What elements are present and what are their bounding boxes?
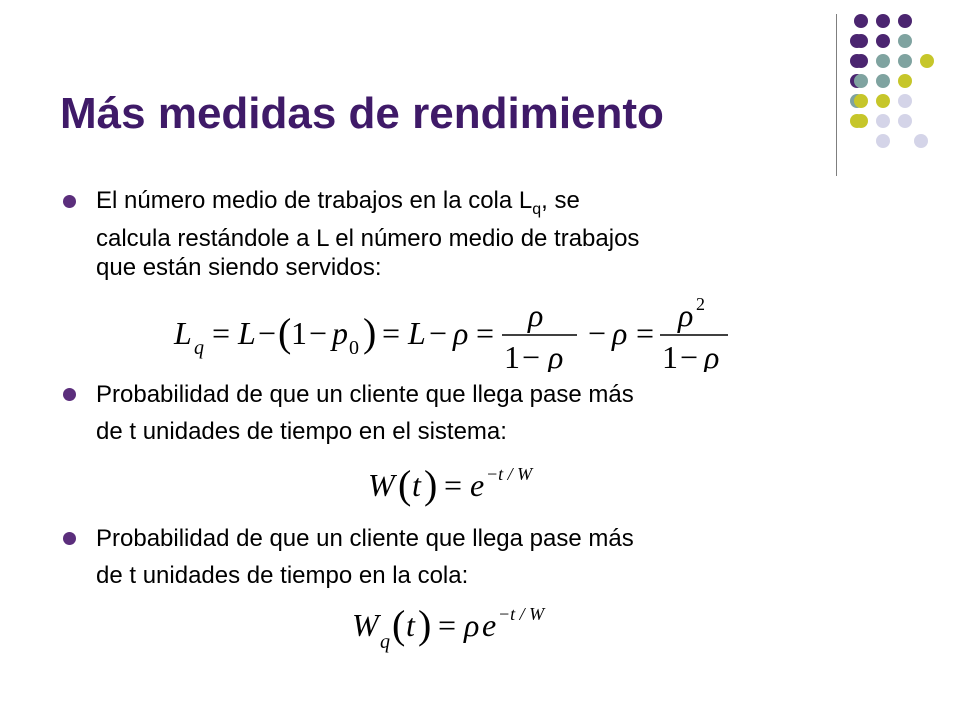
- decorative-dot-grid: [850, 14, 950, 154]
- symbol-minus: −: [522, 339, 541, 372]
- bullet-line: de t unidades de tiempo en el sistema:: [96, 418, 507, 445]
- bullet-line: que están siendo servidos:: [96, 253, 382, 281]
- symbol-eq: =: [476, 315, 495, 351]
- symbol-W: W: [352, 607, 379, 643]
- subscript-q: q: [532, 200, 542, 218]
- bullet-item-3: [96, 520, 816, 594]
- symbol-L: L: [238, 315, 256, 351]
- decorative-dot: [854, 14, 868, 28]
- bullet-line: calcula restándole a L el número medio de trabajos: [96, 224, 640, 252]
- divider-line: [836, 14, 837, 176]
- symbol-e: e: [482, 607, 497, 643]
- decorative-dot: [876, 34, 890, 48]
- decorative-dot: [876, 54, 890, 68]
- symbol-rho: ρ: [612, 315, 628, 351]
- symbol-t: t: [406, 607, 415, 643]
- symbol-L: L: [408, 315, 426, 351]
- formula-wq-svg: [350, 600, 550, 656]
- formula-w-svg: [366, 458, 546, 508]
- symbol-minus: −: [258, 315, 277, 351]
- decorative-dot: [898, 74, 912, 88]
- symbol-rho: ρ: [464, 607, 480, 643]
- symbol-rparen: ): [424, 462, 438, 507]
- symbol-eq: =: [212, 315, 231, 351]
- formula-wq: [350, 600, 550, 661]
- symbol-eq: =: [636, 315, 655, 351]
- symbol-one: 1: [504, 339, 520, 372]
- symbol-lparen: (: [278, 310, 292, 355]
- bullet-marker: [63, 388, 76, 401]
- symbol-lparen: (: [392, 602, 406, 647]
- symbol-minus: −: [429, 315, 448, 351]
- decorative-dot: [920, 54, 934, 68]
- symbol-e: e: [470, 467, 485, 503]
- bullet-line: de t unidades de tiempo en la cola:: [96, 562, 469, 589]
- symbol-rparen: ): [363, 310, 377, 355]
- symbol-exponent: −t / W: [498, 604, 545, 624]
- bullet-text: El número medio de trabajos en la cola L: [96, 187, 533, 214]
- symbol-q-sub: q: [194, 337, 204, 359]
- symbol-exponent: −t / W: [486, 464, 533, 484]
- symbol-eq: =: [382, 315, 401, 351]
- decorative-dot: [876, 134, 890, 148]
- bullet-item-1: [96, 186, 816, 282]
- symbol-W: W: [368, 467, 395, 503]
- decorative-dot: [914, 134, 928, 148]
- symbol-eq: =: [444, 467, 463, 503]
- symbol-one: 1: [662, 339, 678, 372]
- decorative-dot: [898, 34, 912, 48]
- bullet-line: [96, 186, 816, 224]
- symbol-square: 2: [696, 294, 705, 314]
- bullet-marker: [63, 195, 76, 208]
- slide-title: Más medidas de rendimiento: [60, 89, 664, 138]
- symbol-L: L: [174, 315, 192, 351]
- symbol-q-sub: q: [380, 631, 390, 653]
- decorative-dot: [854, 54, 868, 68]
- decorative-dot: [876, 114, 890, 128]
- decorative-dot: [898, 114, 912, 128]
- symbol-rho: ρ: [704, 339, 720, 372]
- symbol-minus: −: [588, 315, 607, 351]
- bullet-line: Probabilidad de que un cliente que llega pase más: [96, 381, 634, 408]
- symbol-minus: −: [680, 339, 699, 372]
- formula-w: [366, 458, 546, 513]
- symbol-zero-sub: 0: [349, 337, 359, 359]
- symbol-one: 1: [291, 315, 307, 351]
- formula-lq: [172, 292, 732, 377]
- bullet-line: Probabilidad de que un cliente que llega pase más: [96, 525, 634, 552]
- symbol-rho-numerator: ρ: [678, 297, 694, 333]
- symbol-rho: ρ: [548, 339, 564, 372]
- decorative-dot: [898, 94, 912, 108]
- formula-lq-svg: [172, 292, 732, 372]
- decorative-dot: [876, 74, 890, 88]
- symbol-minus: −: [309, 315, 328, 351]
- symbol-p: p: [332, 315, 348, 351]
- decorative-dot: [898, 14, 912, 28]
- bullet-marker: [63, 532, 76, 545]
- decorative-dot: [854, 34, 868, 48]
- decorative-dot: [876, 14, 890, 28]
- symbol-rho: ρ: [453, 315, 469, 351]
- bullet-item-2: [96, 376, 816, 450]
- decorative-dot: [876, 94, 890, 108]
- symbol-t: t: [412, 467, 421, 503]
- symbol-rho-numerator: ρ: [528, 297, 544, 333]
- decorative-dot: [854, 114, 868, 128]
- symbol-eq: =: [438, 607, 457, 643]
- decorative-dot: [854, 94, 868, 108]
- decorative-dot: [854, 74, 868, 88]
- symbol-rparen: ): [418, 602, 432, 647]
- bullet-text: , se: [541, 187, 580, 214]
- decorative-dot: [898, 54, 912, 68]
- symbol-lparen: (: [398, 462, 412, 507]
